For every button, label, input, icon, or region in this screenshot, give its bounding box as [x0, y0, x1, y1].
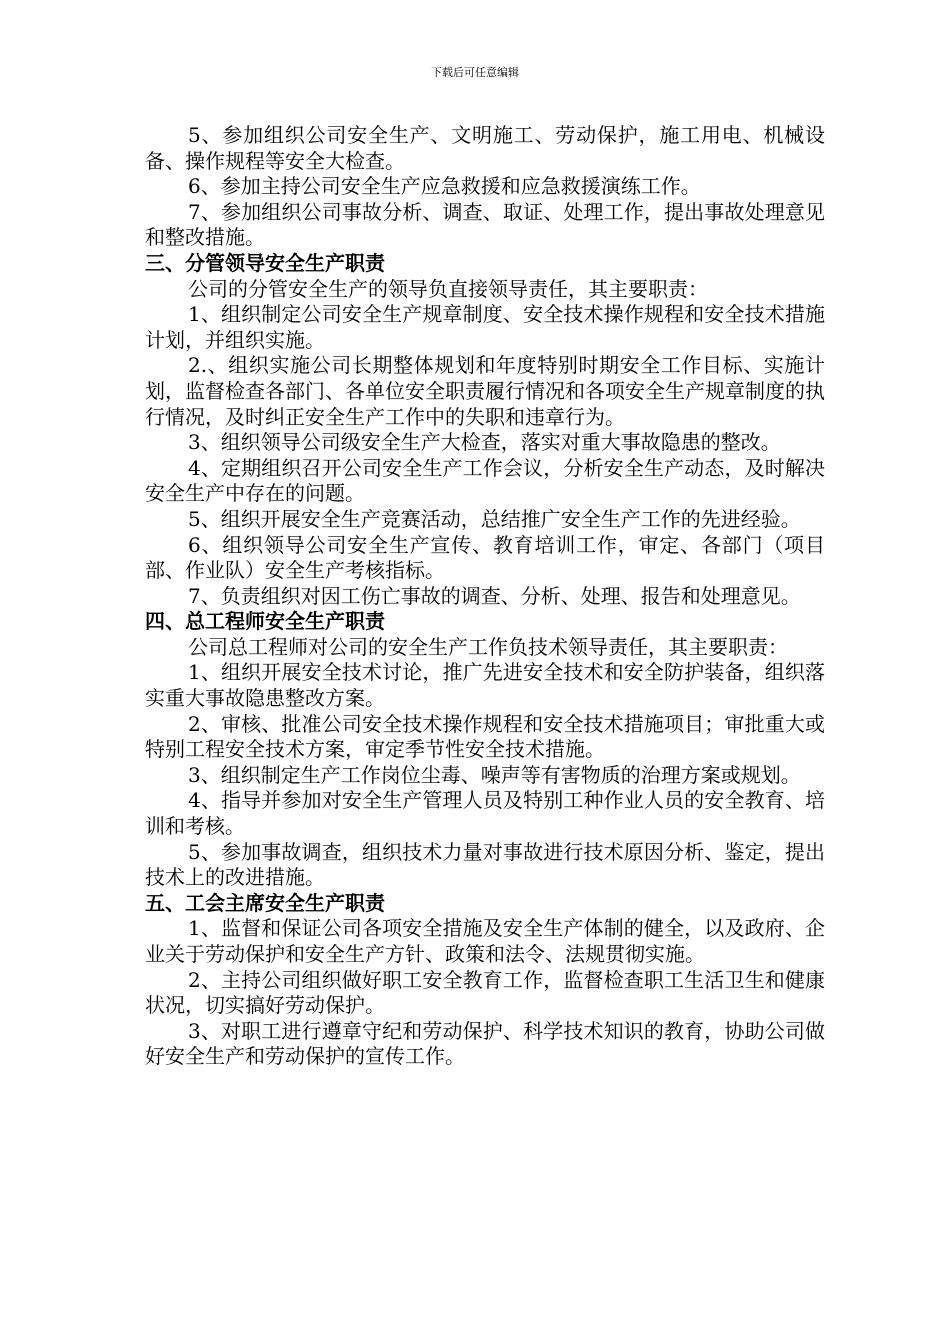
paragraph: 3、对职工进行遵章守纪和劳动保护、科学技术知识的教育，协助公司做好安全生产和劳动保护的宣传工作。 [145, 1018, 825, 1069]
paragraph: 1、组织制定公司安全生产规章制度、安全技术操作规程和安全技术措施计划，并组织实施。 [145, 302, 825, 352]
paragraph: 1、组织开展安全技术讨论，推广先进安全技术和安全防护装备，组织落实重大事故隐患整改方案。 [145, 660, 825, 711]
paragraph: 7、负责组织对因工伤亡事故的调查、分析、处理、报告和处理意见。 [188, 583, 801, 608]
paragraph: 2、审核、批准公司安全技术操作规程和安全技术措施项目；审批重大或特别工程安全技术方案，审定季节性安全技术措施。 [145, 711, 825, 762]
paragraph: 6、参加主持公司安全生产应急救援和应急救援演练工作。 [188, 174, 701, 199]
section-heading: 五、工会主席安全生产职责 [145, 890, 385, 915]
paragraph: 2、主持公司组织做好职工安全教育工作，监督检查职工生活卫生和健康状况，切实搞好劳动保护。 [145, 967, 825, 1018]
paragraph: 7、参加组织公司事故分析、调查、取证、处理工作，提出事故处理意见和整改措施。 [145, 199, 825, 250]
paragraph: 6、组织领导公司安全生产宣传、教育培训工作，审定、各部门（项目部、作业队）安全生产考核指标。 [145, 532, 825, 583]
paragraph: 2.、组织实施公司长期整体规划和年度特别时期安全工作目标、实施计划，监督检查各部门、各单位安全职责履行情况和各项安全生产规章制度的执行情况，及时纠正安全生产工作中的失职和违章行为。 [145, 353, 825, 429]
paragraph: 1、监督和保证公司各项安全措施及安全生产体制的健全，以及政府、企业关于劳动保护和安全生产方针、政策和法令、法规贯彻实施。 [145, 916, 825, 966]
paragraph: 公司总工程师对公司的安全生产工作负技术领导责任，其主要职责： [188, 634, 788, 659]
section-heading: 三、分管领导安全生产职责 [145, 250, 385, 275]
paragraph: 5、参加事故调查，组织技术力量对事故进行技术原因分析、鉴定，提出技术上的改进措施。 [145, 839, 825, 890]
paragraph: 5、参加组织公司安全生产、文明施工、劳动保护，施工用电、机械设备、操作规程等安全大检查。 [145, 123, 825, 173]
section-heading: 四、总工程师安全生产职责 [145, 609, 385, 634]
document-body [145, 123, 825, 1070]
paragraph: 4、指导并参加对安全生产管理人员及特别工种作业人员的安全教育、培训和考核。 [145, 788, 825, 839]
paragraph: 5、组织开展安全生产竞赛活动，总结推广安全生产工作的先进经验。 [188, 506, 801, 531]
paragraph: 公司的分管安全生产的领导负直接领导责任，其主要职责： [188, 276, 708, 301]
paragraph: 3、组织领导公司级安全生产大检查，落实对重大事故隐患的整改。 [188, 430, 781, 455]
paragraph: 3、组织制定生产工作岗位尘毒、噪声等有害物质的治理方案或规划。 [188, 762, 801, 787]
paragraph: 4、定期组织召开公司安全生产工作会议，分析安全生产动态，及时解决安全生产中存在的问题。 [145, 455, 825, 506]
page-header: 下载后可任意编辑 [431, 66, 519, 79]
